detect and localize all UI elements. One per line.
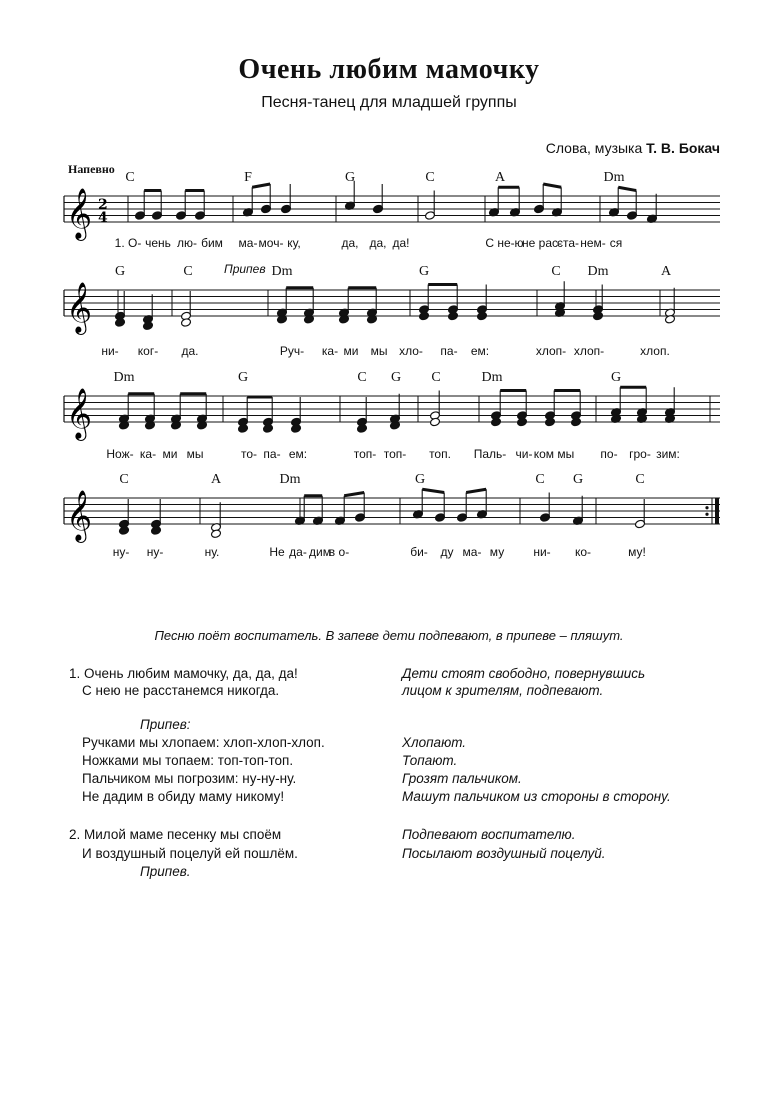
lyric-syllable: ко-: [574, 545, 592, 559]
chord-symbol: C: [431, 370, 441, 385]
lyric-syllable: би-: [410, 545, 428, 559]
note-beam: [618, 187, 636, 190]
lyric-syllable: ну.: [204, 545, 220, 559]
chord-symbol: G: [610, 370, 622, 385]
lyric-syllable: лю-: [177, 236, 197, 250]
lyric-syllable: С не-: [485, 236, 515, 250]
treble-clef-icon: 𝄞: [66, 388, 93, 439]
action-note: Машут пальчиком из стороны в сторону.: [402, 789, 671, 804]
verse-line: Припев.: [140, 864, 191, 879]
chord-symbol: C: [119, 472, 129, 487]
lyric-syllable: топ.: [429, 447, 451, 461]
chord-symbol: Dm: [481, 370, 503, 385]
chord-symbol: C: [183, 264, 193, 279]
lyric-syllable: ми: [343, 344, 359, 358]
page-subtitle: Песня-танец для младшей группы: [261, 94, 517, 111]
verse-line: Ручками мы хлопаем: хлоп-хлоп-хлоп.: [82, 735, 325, 750]
lyric-syllable: хло-: [399, 344, 423, 358]
repeat-dot: [705, 513, 708, 516]
lyric-syllable: ку,: [287, 236, 301, 250]
lyric-syllable: ни-: [533, 545, 551, 559]
lyric-syllable: топ-: [353, 447, 377, 461]
lyric-syllable: да,: [369, 236, 387, 250]
lyric-syllable: бим: [201, 236, 223, 250]
lyric-syllable: ем:: [288, 447, 308, 461]
chord-symbol: C: [535, 472, 545, 487]
lyric-syllable: ду: [440, 545, 454, 559]
chord-symbol: Dm: [271, 264, 293, 279]
lyric-syllable: ка-: [139, 447, 157, 461]
chord-symbol: G: [390, 370, 402, 385]
lyric-syllable: да!: [392, 236, 410, 250]
verse-line: 1. Очень любим мамочку, да, да, да!: [69, 666, 298, 681]
chord-symbol: A: [210, 472, 222, 487]
performance-note: Песню поёт воспитатель. В запеве дети подпевают, в припеве – пляшут.: [154, 628, 624, 643]
lyric-syllable: гро-: [629, 447, 651, 461]
action-note: Подпевают воспитателю.: [402, 827, 576, 842]
chord-symbol: A: [660, 264, 672, 279]
action-note: Грозят пальчиком.: [402, 771, 522, 786]
chord-symbol: G: [237, 370, 249, 385]
lyric-syllable: Нож-: [106, 447, 134, 461]
lyric-syllable: Не: [269, 545, 285, 559]
lyric-syllable: не рас-: [522, 236, 562, 250]
lyric-syllable: по-: [600, 447, 618, 461]
lyric-syllable: мы: [370, 344, 388, 358]
treble-clef-icon: 𝄞: [66, 188, 93, 239]
chord-symbol: C: [357, 370, 367, 385]
verse-line: И воздушный поцелуй ей пошлём.: [82, 846, 298, 861]
lyric-syllable: ком мы: [533, 447, 575, 461]
chord-symbol: C: [425, 170, 435, 185]
chord-symbol: G: [414, 472, 426, 487]
verse-line: Ножками мы топаем: топ-топ-топ.: [82, 753, 294, 768]
treble-clef-icon: 𝄞: [66, 282, 93, 333]
lyric-syllable: моч-: [258, 236, 284, 250]
note-beam: [344, 493, 364, 496]
chord-symbol: Dm: [587, 264, 609, 279]
lyric-syllable: хлоп-: [573, 344, 605, 358]
lyric-syllable: да,: [341, 236, 359, 250]
lyric-syllable: нем-: [580, 236, 606, 250]
credits-prefix: Слова, музыка: [545, 140, 643, 156]
lyric-syllable: ми: [162, 447, 178, 461]
action-note: лицом к зрителям, подпевают.: [402, 683, 604, 698]
lyric-syllable: чень: [145, 236, 171, 250]
pripev-marker: Припев: [224, 262, 266, 276]
page-title: Очень любим мамочку: [238, 54, 540, 85]
final-barline-thick: [715, 498, 719, 524]
verse-line: 2. Милой маме песенку мы споём: [69, 827, 282, 842]
lyric-syllable: ем:: [470, 344, 490, 358]
repeat-dot: [705, 506, 708, 509]
chord-symbol: C: [125, 170, 135, 185]
lyric-syllable: ни-: [101, 344, 119, 358]
action-note: Топают.: [402, 753, 458, 768]
credits-author: Т. В. Бокач: [646, 140, 720, 156]
lyric-syllable: зим:: [656, 447, 680, 461]
lyric-syllable: хлоп-: [535, 344, 567, 358]
lyric-syllable: па-: [440, 344, 458, 358]
lyric-syllable: чи-: [515, 447, 533, 461]
action-note: Посылают воздушный поцелуй.: [402, 846, 606, 861]
lyric-syllable: му!: [628, 545, 646, 559]
verse-line: Не дадим в обиду маму никому!: [82, 789, 285, 804]
lyric-syllable: 1. О-: [114, 236, 142, 250]
verse-line: Пальчиком мы погрозим: ну-ну-ну.: [82, 771, 297, 786]
verse-line: С нею не расстанемся никогда.: [82, 683, 280, 698]
verse-line: Припев:: [140, 717, 191, 732]
note-beam: [252, 184, 270, 187]
lyric-syllable: ну-: [146, 545, 164, 559]
lyric-syllable: ю: [514, 236, 524, 250]
time-signature-bottom: 4: [98, 210, 108, 226]
chord-symbol: A: [494, 170, 506, 185]
chord-symbol: Dm: [603, 170, 625, 185]
time-signature-top: 2: [98, 197, 108, 213]
lyric-syllable: ста-: [556, 236, 580, 250]
lyric-syllable: Руч-: [279, 344, 305, 358]
note-beam: [466, 489, 486, 492]
chord-symbol: G: [344, 170, 356, 185]
tempo-marking: Напевно: [68, 162, 115, 176]
lyric-syllable: ма-: [238, 236, 258, 250]
lyric-syllable: дим: [309, 545, 331, 559]
lyric-syllable: ну-: [112, 545, 130, 559]
lyric-syllable: ка-: [321, 344, 339, 358]
action-note: Хлопают.: [402, 735, 467, 750]
lyric-syllable: ког-: [137, 344, 159, 358]
note-beam: [422, 489, 444, 492]
lyric-syllable: мы: [186, 447, 204, 461]
lyric-syllable: Паль-: [473, 447, 507, 461]
lyric-syllable: ма-: [462, 545, 482, 559]
lyric-syllable: то-: [240, 447, 258, 461]
chord-symbol: C: [551, 264, 561, 279]
lyric-syllable: па-: [263, 447, 281, 461]
lyric-syllable: хлоп.: [640, 344, 670, 358]
action-note: Дети стоят свободно, повернувшись: [402, 666, 646, 681]
lyric-syllable: му: [489, 545, 505, 559]
chord-symbol: Dm: [113, 370, 135, 385]
chord-symbol: Dm: [279, 472, 301, 487]
chord-symbol: F: [244, 170, 252, 185]
lyric-syllable: да-: [289, 545, 307, 559]
lyric-syllable: в о-: [328, 545, 350, 559]
lyric-syllable: топ-: [383, 447, 407, 461]
lyric-syllable: ся: [609, 236, 623, 250]
chord-symbol: G: [572, 472, 584, 487]
chord-symbol: G: [114, 264, 126, 279]
lyric-syllable: да.: [181, 344, 199, 358]
note-beam: [543, 184, 561, 187]
chord-symbol: C: [635, 472, 645, 487]
treble-clef-icon: 𝄞: [66, 490, 93, 541]
chord-symbol: G: [418, 264, 430, 279]
